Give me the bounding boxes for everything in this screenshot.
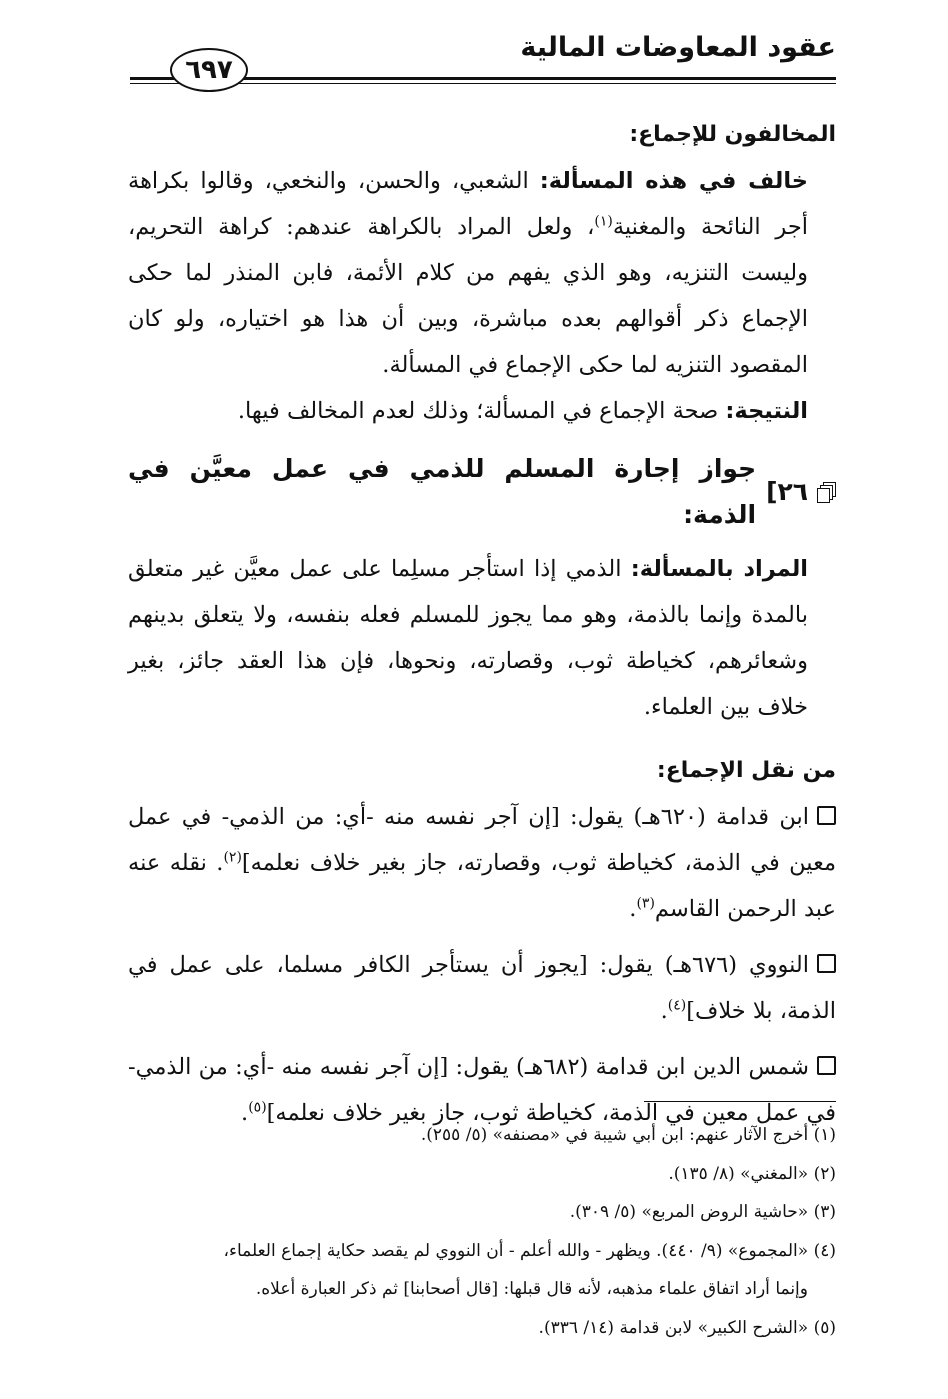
quote-text: . نقله عنه عبد الرحمن القاسم — [128, 850, 836, 922]
footnotes — [128, 1116, 836, 1347]
result-text: صحة الإجماع في المسألة؛ وذلك لعدم المخالف فيها. — [237, 398, 726, 424]
meaning-paragraph — [128, 546, 836, 730]
quote-text: ابن قدامة (٦٢٠هـ) يقول: [إن آجر نفسه منه -أي: من الذمي- في عمل معين في الذمة، كخياطة ثوب، وقصارته، جاز بغير خلاف نعلمه] — [128, 804, 837, 876]
quote-item — [128, 794, 836, 932]
footnote-ref[interactable]: (٥) — [248, 1099, 267, 1116]
quote-end: . — [660, 998, 668, 1024]
section-number: ٢٦] — [766, 477, 809, 506]
opponents-paragraph — [128, 158, 836, 388]
footnote-item: (٥) «الشرح الكبير» لابن قدامة (١٤/ ٣٣٦). — [538, 1317, 836, 1338]
footnote-ref[interactable]: (٢) — [223, 849, 242, 866]
footnote-ref[interactable]: (٤) — [667, 997, 687, 1014]
quote-end: . — [629, 896, 637, 922]
paragraph-lead: خالف في هذه المسألة: — [539, 168, 808, 194]
meaning-text: الذمي إذا استأجر مسلِما على عمل معيَّن غير متعلق بالمدة وإنما بالذمة، وهو مما يجوز للمسلم فعله بنفسه، ولا يتعلق بدينهم وشعائرهم، كخياطة ثوب، وقصارته، ونحوها، فإن هذا العقد جائز، بغير خلاف بين العلماء. — [128, 556, 808, 720]
checkbox-icon — [817, 806, 836, 825]
footnote-item: (١) أخرج الآثار عنهم: ابن أبي شيبة في «مصنفه» (٥/ ٢٥٥). — [420, 1125, 836, 1145]
quote-end: . — [241, 1100, 249, 1126]
footnote-ref[interactable]: (١) — [594, 213, 613, 230]
footnote-ref[interactable]: (٣) — [636, 895, 655, 912]
checkbox-icon — [817, 954, 836, 973]
paragraph-text: الشعبي، والحسن، والنخعي، وقالوا بكراهة أجر النائحة والمغنية — [128, 168, 808, 240]
meaning-lead: المراد بالمسألة: — [630, 556, 808, 582]
footnote-item: (٤) «المجموع» (٩/ ٤٤٠). ويظهر - والله أعلم - أن النووي لم يقصد حكاية إجماع العلماء، — [223, 1240, 836, 1261]
opponents-heading: المخالفون للإجماع: — [629, 122, 836, 147]
section-title-text: جواز إجارة المسلم للذمي في عمل معيَّن في الذمة: — [128, 454, 757, 529]
footnote-separator — [644, 1101, 836, 1102]
footnote-item: (٣) «حاشية الروض المربع» (٥/ ٣٠٩). — [569, 1202, 836, 1222]
footnote-continuation: وإنما أراد اتفاق علماء مذهبه، لأنه قال قبلها: [قال أصحابنا] ثم ذكر العبارة أعلاه. — [255, 1279, 808, 1299]
stacked-pages-icon — [818, 482, 836, 502]
section-title — [128, 446, 836, 538]
quote-text: النووي (٦٧٦هـ) يقول: [يجوز أن يستأجر الكافر مسلما، على عمل في الذمة، بلا خلاف] — [128, 952, 836, 1024]
result-lead: النتيجة: — [725, 398, 808, 424]
footnote-item: (٢) «المغني» (٨/ ١٣٥). — [668, 1163, 836, 1184]
result-paragraph — [128, 388, 836, 434]
running-title: عقود المعاوضات المالية — [520, 32, 836, 63]
paragraph-text: ، ولعل المراد بالكراهة عندهم: كراهة التحريم، وليست التنزيه، وهو الذي يفهم من كلام الأئمة، فابن المنذر لما حكى الإجماع ذكر أقوالهم بعده مباشرة، وبين أن هذا هو اختياره، ولو كان المقصود التنزيه لما حكى الإجماع في المسألة. — [128, 214, 808, 378]
quote-item — [128, 942, 836, 1034]
body-text — [128, 112, 836, 1136]
checkbox-icon — [817, 1056, 836, 1075]
transmitters-heading: من نقل الإجماع: — [656, 758, 836, 783]
quote-text: شمس الدين ابن قدامة (٦٨٢هـ) يقول: [إن آجر نفسه منه -أي: من الذمي- في عمل معين في الذمة، كخياطة ثوب، جاز بغير خلاف نعلمه] — [128, 1054, 836, 1126]
page-number: ٦٩٧ — [170, 48, 248, 92]
